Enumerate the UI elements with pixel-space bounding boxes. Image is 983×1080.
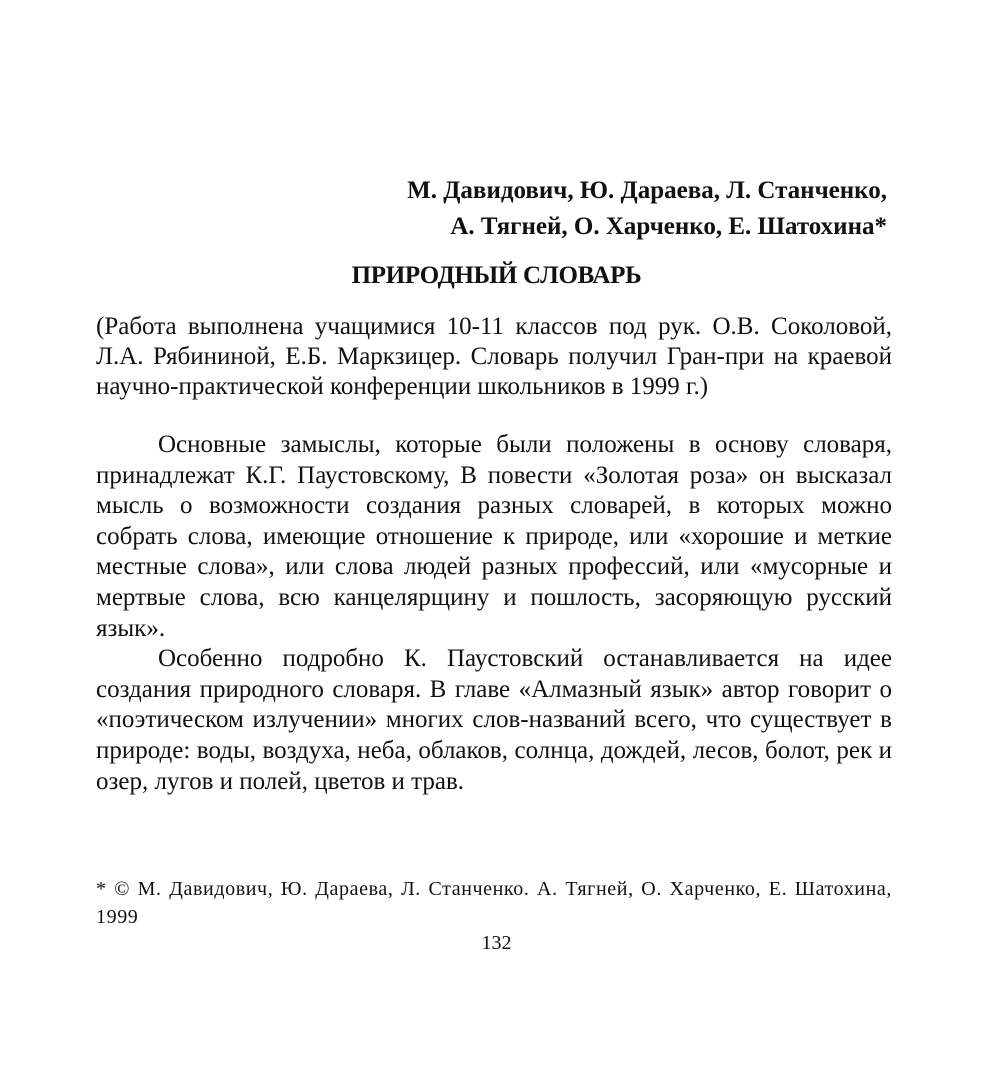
authors-line-1: М. Давидович, Ю. Дараева, Л. Станченко, bbox=[407, 177, 887, 204]
authors-line-2: А. Тягней, О. Харченко, Е. Шатохина* bbox=[450, 213, 887, 240]
paragraph-1: Основные замыслы, которые были положены в основу словаря, принадлежат К.Г. Паустовскому, В повести «Золотая роза» он высказал мысль о возможности создания разных словарей, в которых можно собрать слова, имеющие отношение к природе, или «хорошие и меткие местные слова», или слова людей разных профессий, или «мусорные и мертвые слова, всю канцелярщину и пошлость, засоряющую русский язык». bbox=[96, 431, 892, 642]
footnote: * © М. Давидович, Ю. Дараева, Л. Станченко. А. Тягней, О. Харченко, Е. Шатохина, 1999 bbox=[96, 878, 892, 928]
paragraph-2: Особенно подробно К. Паустовский останавливается на идее создания природного словаря. В главе «Алмазный язык» автор говорит о «поэтическом излучении» многих слов-названий всего, что существует в природе: воды, воздуха, неба, облаков, солнца, дождей, лесов, болот, рек и озер, лугов и полей, цветов и трав. bbox=[96, 645, 892, 795]
work-note: (Работа выполнена учащимися 10-11 классов под рук. О.В. Соколовой, Л.А. Рябининой, Е.Б. Маркзицер. Словарь получил Гран-при на краевой научно-практической конференции школьников в 1999 г.) bbox=[96, 313, 892, 400]
article-body bbox=[96, 430, 892, 797]
authors-block bbox=[187, 173, 887, 245]
article-title: ПРИРОДНЫЙ СЛОВАРЬ bbox=[351, 262, 642, 289]
page-number: 132 bbox=[481, 932, 512, 954]
